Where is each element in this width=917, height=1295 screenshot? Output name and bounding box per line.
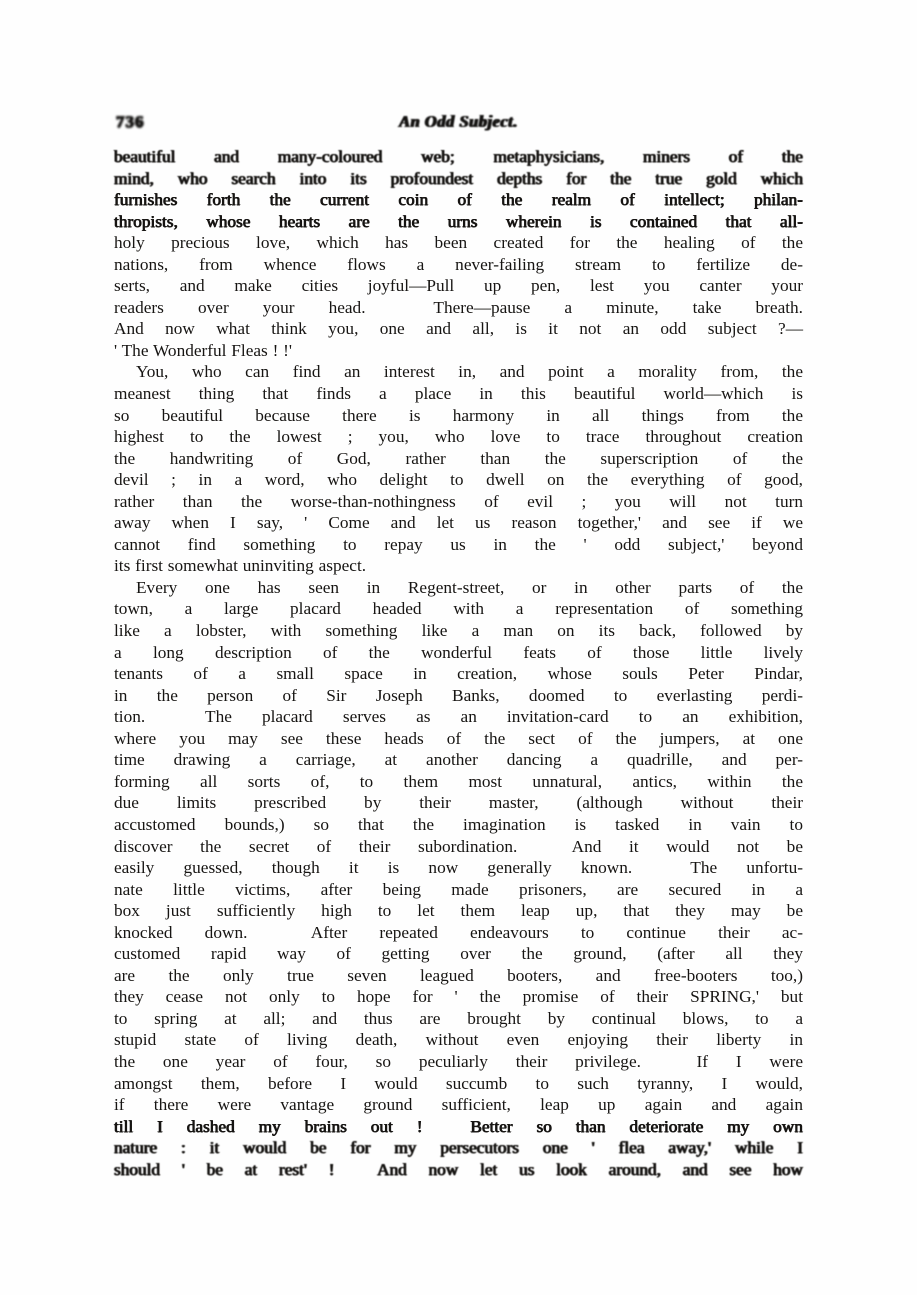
text-line: holy precious love, which has been created for the healing of the [114,233,803,253]
text-line: so beautiful because there is harmony in all things from the [114,405,803,425]
text-line: meanest thing that finds a place in this beautiful world—which is [114,384,803,404]
paragraph [114,577,803,1180]
text-line: forming all sorts of, to them most unnatural, antics, within the [114,771,803,791]
page-header [114,112,803,138]
text-line: tion. The placard serves as an invitation-card to an exhibition, [114,707,803,727]
text-line: should ' be at rest' ! And now let us look around, and see how [114,1159,803,1179]
text-line: Every one has seen in Regent-street, or in other parts of the [136,577,803,597]
text-line: its first somewhat uninviting aspect. [114,556,367,576]
text-line: customed rapid way of getting over the ground, (after all they [114,944,803,964]
text-line: where you may see these heads of the sect of the jumpers, at one [114,728,803,748]
text-line: stupid state of living death, without even enjoying their liberty in [114,1030,803,1050]
text-line: nate little victims, after being made prisoners, are secured in a [114,879,803,899]
text-line: thropists, whose hearts are the urns wherein is contained that all- [114,211,803,231]
page-number: 736 [116,112,145,131]
text-line: accustomed bounds,) so that the imagination is tasked in vain to [114,814,803,834]
text-line: box just sufficiently high to let them leap up, that they may be [114,901,803,921]
text-line: till I dashed my brains out ! Better so than deteriorate my own [114,1116,803,1136]
text-line: to spring at all; and thus are brought by continual blows, to a [114,1008,803,1028]
text-line: are the only true seven leagued booters, and free-booters too,) [114,965,803,985]
text-line: devil ; in a word, who delight to dwell on the everything of good, [114,470,803,490]
text-line: ' The Wonderful Fleas ! !' [114,340,293,360]
text-line: easily guessed, though it is now generally known. The unfortu- [114,858,803,878]
text-line: cannot find something to repay us in the ' odd subject,' beyond [114,534,803,554]
text-line: time drawing a carriage, at another dancing a quadrille, and per- [114,750,803,770]
text-line: beautiful and many-coloured web; metaphysicians, miners of the [114,147,803,166]
running-title: An Odd Subject. [399,112,518,131]
text-line: mind, who search into its profoundest depths for the true gold which [114,168,803,188]
text-line: knocked down. After repeated endeavours to continue their ac- [114,922,803,942]
text-line: they cease not only to hope for ' the promise of their SPRING,' but [114,987,803,1007]
text-line: amongst them, before I would succumb to such tyranny, I would, [114,1073,803,1093]
text-line: discover the secret of their subordination. And it would not be [114,836,803,856]
text-line: town, a large placard headed with a representation of something [114,599,803,619]
page-text [114,146,803,1180]
text-line: tenants of a small space in creation, whose souls Peter Pindar, [114,664,803,684]
text-line: the handwriting of God, rather than the superscription of the [114,448,803,468]
text-line: rather than the worse-than-nothingness of evil ; you will not turn [114,491,803,511]
text-line: the one year of four, so peculiarly their privilege. If I were [114,1051,803,1071]
text-line: a long description of the wonderful feats of those little lively [114,642,803,662]
text-line: serts, and make cities joyful—Pull up pen, lest you canter your [114,276,803,296]
text-line: like a lobster, with something like a man on its back, followed by [114,621,803,641]
text-line: away when I say, ' Come and let us reason together,' and see if we [114,513,803,533]
text-line: And now what think you, one and all, is it not an odd subject ?— [114,319,803,339]
text-line: if there were vantage ground sufficient, leap up again and again [114,1095,803,1115]
text-line: due limits prescribed by their master, (although without their [114,793,803,813]
text-line: furnishes forth the current coin of the realm of intellect; philan- [114,190,803,210]
text-line: readers over your head. There—pause a minute, take breath. [114,297,803,317]
text-line: nature : it would be for my persecutors one ' flea away,' while I [114,1138,803,1158]
text-line: You, who can find an interest in, and point a morality from, the [136,362,803,382]
text-line: in the person of Sir Joseph Banks, doomed to everlasting perdi- [114,685,803,705]
text-line: nations, from whence flows a never-failing stream to fertilize de- [114,254,803,274]
text-line: highest to the lowest ; you, who love to trace throughout creation [114,427,803,447]
paragraph [114,146,803,361]
paragraph [114,361,803,576]
